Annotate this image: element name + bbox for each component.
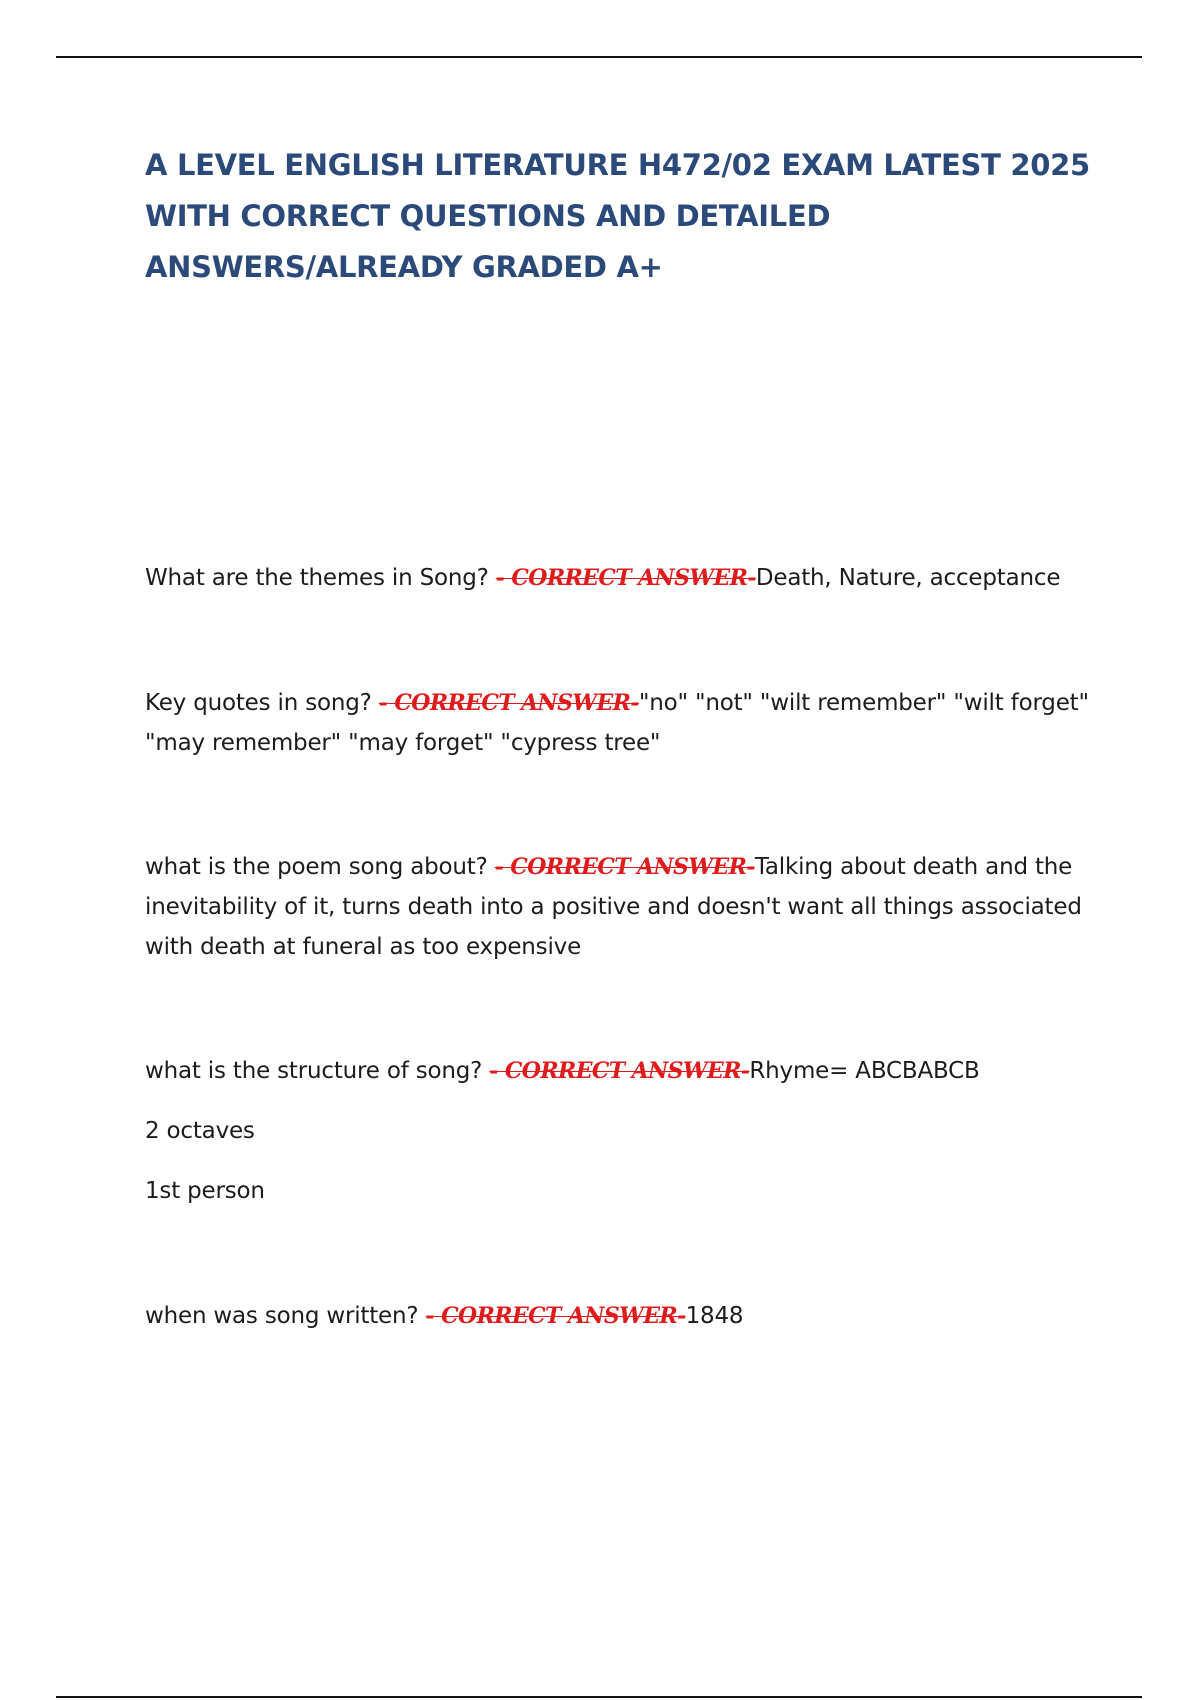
qa-line [145, 847, 1105, 967]
correct-answer-marker: - CORRECT ANSWER- [425, 1303, 686, 1329]
answer-text: Death, Nature, acceptance [755, 565, 1061, 591]
qa-item-themes [145, 558, 1105, 598]
qa-line [145, 683, 1105, 763]
answer-text: Talking about death and the inevitability of it, turns death into a positive and doesn't want all things associated with death at funeral as too expensive [145, 854, 1082, 960]
correct-answer-marker: - CORRECT ANSWER- [494, 854, 755, 880]
document-title: A LEVEL ENGLISH LITERATURE H472/02 EXAM LATEST 2025 WITH CORRECT QUESTIONS AND DETAILED ANSWERS/ALREADY GRADED A+ [145, 148, 1090, 284]
question-text: what is the poem song about? [145, 854, 495, 880]
bottom-rule [56, 1696, 1142, 1698]
question-text: what is the structure of song? [145, 1058, 490, 1084]
qa-item-structure [145, 1051, 1105, 1211]
qa-line [145, 1296, 1105, 1336]
answer-text: 1848 [685, 1303, 744, 1329]
top-rule [56, 56, 1142, 58]
correct-answer-marker: - CORRECT ANSWER- [495, 565, 756, 591]
answer-text: "no" "not" "wilt remember" "wilt forget" "may remember" "may forget" "cypress tree" [145, 690, 1089, 756]
answer-extra-line: 1st person [145, 1178, 265, 1204]
question-text: Key quotes in song? [145, 690, 379, 716]
qa-item-poem-about [145, 847, 1105, 967]
answer-text: Rhyme= ABCBABCB [749, 1058, 980, 1084]
question-text: What are the themes in Song? [145, 565, 496, 591]
question-text: when was song written? [145, 1303, 426, 1329]
qa-item-key-quotes [145, 683, 1105, 763]
answer-extra-line: 2 octaves [145, 1118, 255, 1144]
qa-item-written [145, 1296, 1105, 1336]
qa-line [145, 1051, 1105, 1091]
qa-line [145, 558, 1105, 598]
correct-answer-marker: - CORRECT ANSWER- [489, 1058, 750, 1084]
correct-answer-marker: - CORRECT ANSWER- [378, 690, 639, 716]
